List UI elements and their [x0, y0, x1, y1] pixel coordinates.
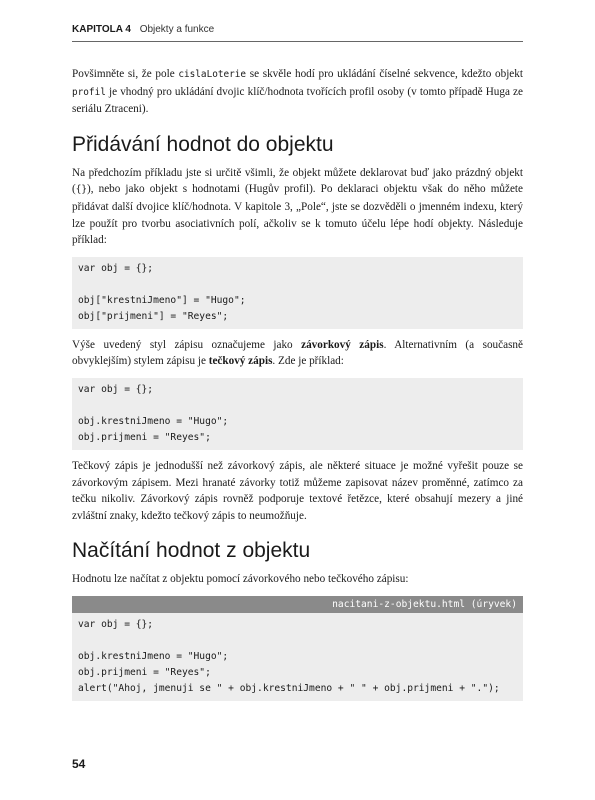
chapter-title: Objekty a funkce	[139, 24, 215, 35]
code-line	[78, 633, 517, 649]
chapter-label: KAPITOLA 4	[72, 24, 131, 35]
code-line: var obj = {};	[78, 383, 154, 395]
s1p1-text-a: Na předchozím příkladu jste si určitě všimli, že objekt můžete deklarovat buď jako prázdný objekt (	[72, 166, 523, 196]
code-listing-title: nacitani-z-objektu.html (úryvek)	[72, 596, 523, 613]
code-line: obj.krestniJmeno = "Hugo";	[78, 650, 229, 662]
code-line: obj["krestniJmeno"] = "Hugo";	[78, 294, 246, 306]
code-block-dot	[72, 378, 523, 450]
code-line: obj.krestniJmeno = "Hugo";	[78, 415, 229, 427]
code-line: obj.prijmeni = "Reyes";	[78, 431, 211, 443]
code-line: obj.prijmeni = "Reyes";	[78, 666, 211, 678]
term-dot-notation: tečkový zápis	[208, 355, 273, 368]
section1-paragraph-2	[72, 337, 523, 370]
code-block-reading	[72, 613, 523, 701]
section2-paragraph-1: Hodnotu lze načítat z objektu pomocí závorkového nebo tečkového zápisu:	[72, 573, 409, 586]
code-line: var obj = {};	[78, 618, 154, 630]
page-number: 54	[72, 757, 86, 771]
running-header	[72, 24, 214, 35]
intro-code-2: profil	[72, 86, 106, 98]
intro-code-1: cislaLoterie	[178, 69, 247, 80]
section2-heading: Načítání hodnot z objektu	[72, 539, 311, 563]
s1p2-text-d: . Zde je příklad:	[272, 355, 344, 368]
page-body	[72, 66, 523, 709]
code-line: var obj = {};	[78, 262, 154, 274]
section1-paragraph-1	[72, 165, 523, 249]
s1p2-text-c: . Alternativním (a současně obvyklejším) stylem zápisu je	[72, 338, 523, 368]
code-block-bracket	[72, 257, 523, 329]
s1p1-text-b: ), nebo jako objekt s hodnotami (Hugův profil). Po deklaraci objektu však do něho můžete přidávat další dvojice klíč/hodnota. V kapitole 3, „Pole“, jste se dozvěděli o jmenném indexu, který lze použít pro tvorbu asociativních polí, ačkoliv se k tomuto účelu lépe hodí objekty. Následuje příklad:	[72, 183, 523, 247]
term-bracket-notation: závorkový zápis	[301, 338, 384, 351]
section1-heading: Přidávání hodnot do objektu	[72, 132, 334, 156]
intro-text-2: se skvěle hodí pro ukládání číselné sekvence, kdežto objekt	[246, 68, 523, 80]
intro-paragraph	[72, 66, 523, 118]
intro-text-1: Povšimněte si, že pole	[72, 68, 179, 80]
code-line	[78, 277, 517, 293]
section1-paragraph-3: Tečkový zápis je jednodušší než závorkový zápis, ale některé situace je možné vyřešit pouze se závorkovým zápisem. Mezi hranaté závorky totiž můžeme zapisovat název proměnné, zatímco za tečku nikoliv. Závorkový zápis rovněž podporuje textové řetězce, které obsahují mezery a jiné zvláštní znaky, kdežto tečkový zápis to neumožňuje.	[72, 459, 523, 522]
header-rule	[72, 41, 523, 42]
code-line: alert("Ahoj, jmenuji se " + obj.krestniJmeno + " " + obj.prijmeni + ".");	[78, 682, 500, 694]
intro-text-3: je vhodný pro ukládání dvojic klíč/hodnota tvořících profil osoby (v tomto případě Huga ze seriálu Ztraceni).	[72, 85, 523, 116]
code-line: obj["prijmeni"] = "Reyes";	[78, 310, 229, 322]
s1p2-text-a: Výše uvedený styl zápisu označujeme jako	[72, 338, 302, 351]
s1p1-code: {}	[75, 184, 88, 196]
code-line	[78, 398, 517, 414]
